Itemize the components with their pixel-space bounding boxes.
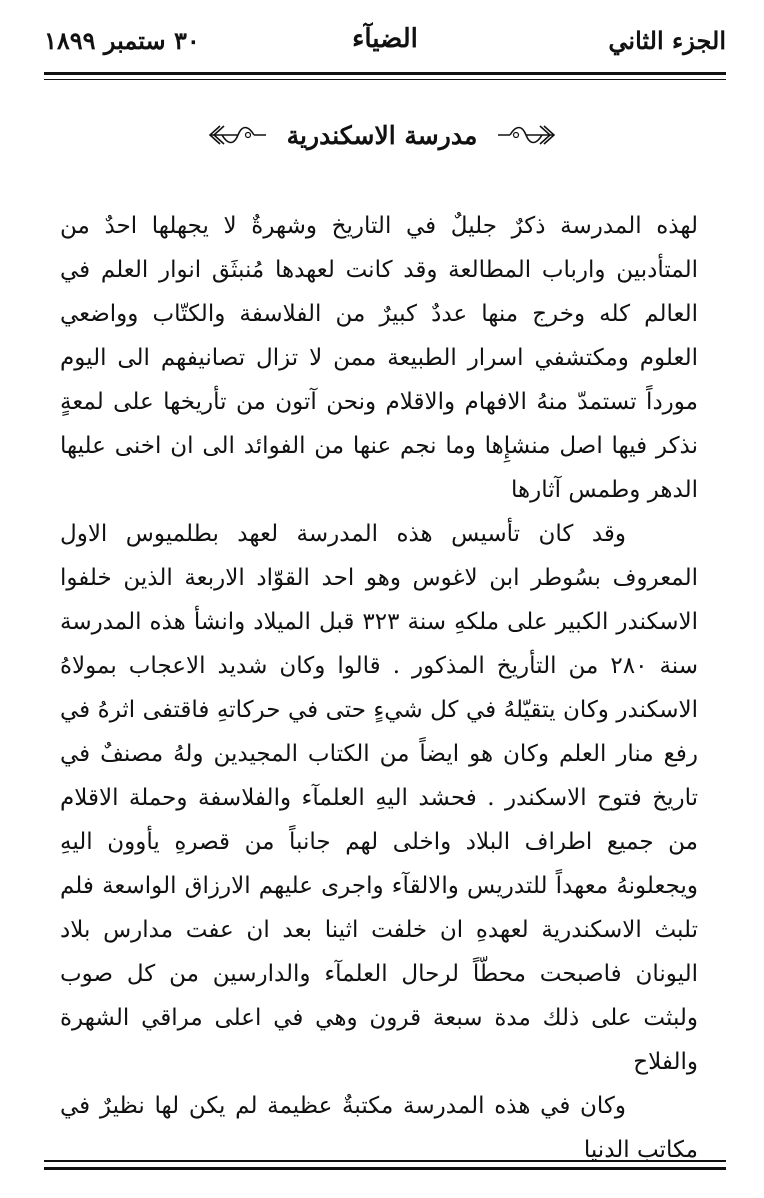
issue-date: ٣٠ ستمبر ١٨٩٩	[44, 26, 200, 55]
footer-rule	[44, 1160, 726, 1170]
article-body	[60, 204, 698, 1172]
article-title: مدرسة الاسكندرية	[286, 120, 478, 150]
article-title-row	[0, 120, 764, 170]
paragraph: وقد كان تأسيس هذه المدرسة لعهد بطلميوس الاول المعروف بسُوطر ابن لاغوس وهو احد القوّاد الاربعة الذين خلفوا الاسكندر الكبير على ملكهِ سنة ٣٢٣ قبل الميلاد وانشأ هذه المدرسة سنة ٢٨٠ من التأريخ المذكور . قالوا وكان شديد الاعجاب بمولاهُ الاسكندر وكان يتقيّلهُ في كل شيءٍ حتى في حركاتهِ فاقتفى اثرهُ في رفع منار العلم وكان هو ايضاً من الكتاب المجيدين ولهُ مصنفٌ في تاريخ فتوح الاسكندر . فحشد اليهِ العلمآء والفلاسفة وحملة الاقلام من جميع اطراف البلاد واخلى لهم جانباً من قصرهِ يأوون اليهِ ويجعلونهُ معهداً للتدريس والالقآء واجرى عليهم الارزاق الواسعة فلم تلبث الاسكندرية لعهدهِ ان خلفت اثينا بعد ان عفت مدارس بلاد اليونان فاصبحت محطّاً لرحال العلمآء والدارسين من كل صوب ولبثت على ذلك مدة سبعة قرون وهي في اعلى مراقي الشهرة والفلاح	[60, 521, 698, 1075]
journal-name: الضيآء	[352, 24, 418, 54]
paragraph: لهذه المدرسة ذكرٌ جليلٌ في التاريخ وشهرةٌ لا يجهلها احدٌ من المتأدبين وارباب المطالعة وقد كانت لعهدها مُنبثَق انوار العلم في العالم كله وخرج منها عددٌ كبيرٌ من الفلاسفة والكتّاب وواضعي العلوم ومكتشفي اسرار الطبيعة ممن لا تزال تصانيفهم الى اليوم مورداً تستمدّ منهُ الافهام والاقلام ونحن آتون من تأريخها على لمعةٍ نذكر فيها اصل منشإِها وما نجم عنها من الفوائد الى ان اخنى عليها الدهر وطمس آثارها	[60, 213, 698, 503]
title-ornament-icon	[496, 120, 556, 150]
paragraph: وكان في هذه المدرسة مكتبةٌ عظيمة لم يكن لها نظيرٌ في مكاتب الدنيا	[60, 1093, 698, 1163]
part-number: الجزء الثاني	[608, 26, 726, 55]
header-rule	[44, 72, 726, 80]
title-ornament-icon	[208, 120, 268, 150]
running-header	[44, 18, 726, 68]
